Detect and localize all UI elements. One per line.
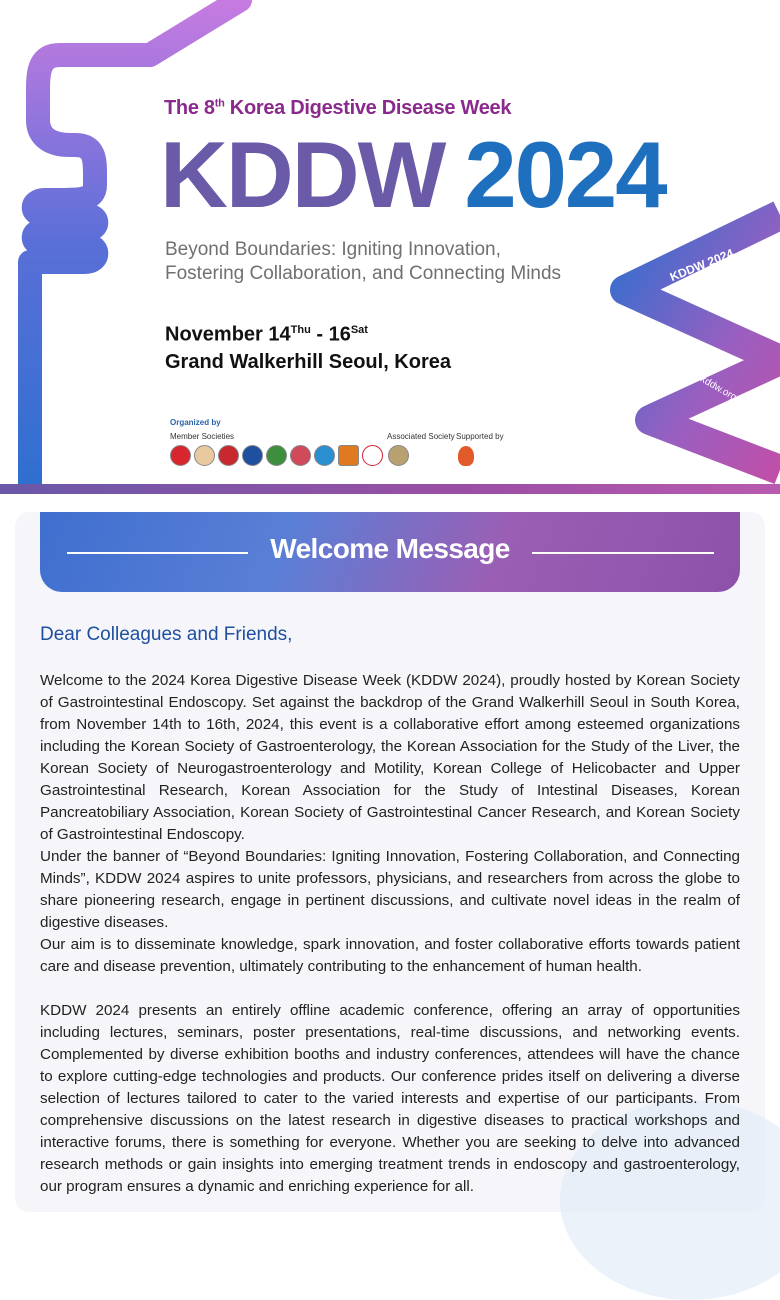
society-logo-icon xyxy=(194,445,215,466)
member-societies-label: Member Societies xyxy=(170,432,235,441)
paragraph: Our aim is to disseminate knowledge, spark innovation, and foster collaborative efforts towards patient care and disease prevention, ultimately contributing to the enhancement of human health. xyxy=(40,936,740,975)
event-tagline: Beyond Boundaries: Igniting Innovation, Fostering Collaboration, and Connecting Minds xyxy=(165,239,562,284)
member-society-logos xyxy=(170,445,383,466)
mini-kddw-logo: KDDW 2024 xyxy=(667,245,736,285)
event-dates-venue: November $14^{Thu} - 16^{Sat}$ Grand Walkerhill Seoul, Korea xyxy=(165,323,451,373)
event-url[interactable]: www.kddw.org xyxy=(677,361,739,404)
welcome-message-body xyxy=(40,670,740,1198)
society-logo-icon xyxy=(362,445,383,466)
associated-society-label: Associated Society xyxy=(387,432,455,441)
greeting: Dear Colleagues and Friends, xyxy=(40,624,293,645)
society-logo-icon xyxy=(266,445,287,466)
organized-by-label: Organized by xyxy=(170,418,221,427)
paragraph: Under the banner of “Beyond Boundaries: Igniting Innovation, Fostering Collaboration, and Connecting Minds”, KDDW 2024 aspires to unite professors, physicians, and researchers from across the globe to share pioneering research, engage in pertinent discussions, and cultivate novel ideas in the realm of digestive diseases. xyxy=(40,848,740,931)
society-logo-icon xyxy=(338,445,359,466)
associated-society-logo-icon xyxy=(388,445,409,466)
society-logo-icon xyxy=(170,445,191,466)
banner-bottom-strip xyxy=(0,484,780,494)
society-logo-icon xyxy=(218,445,239,466)
event-banner xyxy=(0,0,780,494)
supporter-logo-icon xyxy=(458,446,474,466)
society-logo-icon xyxy=(314,445,335,466)
paragraph: Welcome to the 2024 Korea Digestive Disease Week (KDDW 2024), proudly hosted by Korean Society of Gastrointestinal Endoscopy. Set against the backdrop of the Grand Walkerhill Seoul in South Korea, from November 14th to 16th, 2024, this event is a collaborative effort among esteemed organizations including the Korean Society of Gastroenterology, the Korean Association for the Study of the Liver, the Korean Society of Neurogastroenterology and Motility, Korean College of Helicobacter and Upper Gastrointestinal Research, Korean Association for the Study of Intestinal Diseases, Korean Pancreatobiliary Association, Korean Society of Gastrointestinal Cancer Research, and Korean Society of Gastrointestinal Endoscopy. xyxy=(40,672,740,843)
section-title: Welcome Message xyxy=(270,533,510,564)
society-logo-icon xyxy=(242,445,263,466)
kddw-logo: KDDW 2024 xyxy=(160,122,666,227)
society-logo-icon xyxy=(290,445,311,466)
edition-title: The 8th Korea Digestive Disease Week xyxy=(164,97,512,119)
supported-by-label: Supported by xyxy=(456,432,504,441)
paragraph: KDDW 2024 presents an entirely offline academic conference, offering an array of opportunities including lectures, seminars, poster presentations, real-time discussions, and networking events. Complemented by diverse exhibition booths and industry conferences, attendees will have the chance to explore cutting-edge technologies and products. Our conference prides itself on delivering a diverse selection of lectures tailored to cater to the varied interests and expertise of our participants. From comprehensive discussions on the latest research in digestive diseases to practical workshops and interactive forums, there is something for everyone. Whether you are seeking to delve into advanced research methods or gain insights into emerging treatment trends in endoscopy and gastroenterology, our program ensures a dynamic and enriching experience for all. xyxy=(40,1002,740,1195)
